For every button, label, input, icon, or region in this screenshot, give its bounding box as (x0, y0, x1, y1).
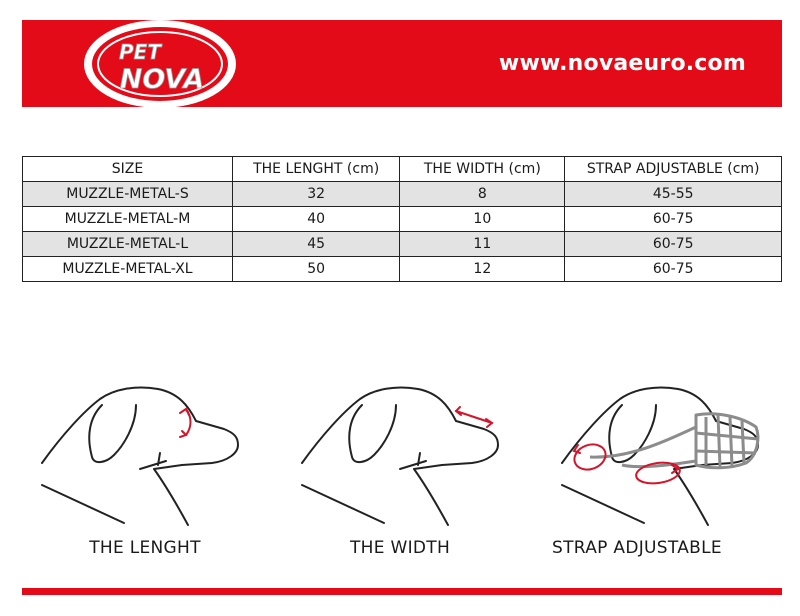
dog-width-illustration (300, 365, 510, 530)
cell-size: MUZZLE-METAL-S (23, 182, 233, 207)
table-header-row (23, 157, 782, 182)
logo-text-pet: PET (119, 40, 161, 64)
cell-strap: 45-55 (565, 182, 782, 207)
cell-width: 8 (400, 182, 565, 207)
cell-width: 12 (400, 257, 565, 282)
cell-strap: 60-75 (565, 232, 782, 257)
caption-length: THE LENGHT (89, 538, 201, 558)
dog-length-illustration (40, 365, 250, 530)
cell-length: 40 (232, 207, 399, 232)
table-row (23, 207, 782, 232)
table-row (23, 182, 782, 207)
cell-length: 32 (232, 182, 399, 207)
size-table (22, 156, 782, 282)
header-banner (22, 20, 782, 107)
header-size: SIZE (23, 157, 233, 182)
caption-strap: STRAP ADJUSTABLE (552, 538, 722, 558)
header-strap: STRAP ADJUSTABLE (cm) (565, 157, 782, 182)
logo-text-nova: NOVA (119, 64, 205, 95)
table-row (23, 232, 782, 257)
cell-strap: 60-75 (565, 207, 782, 232)
cell-length: 45 (232, 232, 399, 257)
cell-size: MUZZLE-METAL-M (23, 207, 233, 232)
table-row (23, 257, 782, 282)
cell-size: MUZZLE-METAL-L (23, 232, 233, 257)
header-width: THE WIDTH (cm) (400, 157, 565, 182)
footer-bar (22, 588, 782, 595)
dog-strap-illustration (560, 365, 770, 530)
header-length: THE LENGHT (cm) (232, 157, 399, 182)
cell-width: 10 (400, 207, 565, 232)
pet-nova-logo (80, 14, 240, 114)
cell-size: MUZZLE-METAL-XL (23, 257, 233, 282)
caption-width: THE WIDTH (349, 538, 451, 558)
website-url[interactable]: www.novaeuro.com (498, 51, 746, 76)
cell-length: 50 (232, 257, 399, 282)
cell-strap: 60-75 (565, 257, 782, 282)
cell-width: 11 (400, 232, 565, 257)
